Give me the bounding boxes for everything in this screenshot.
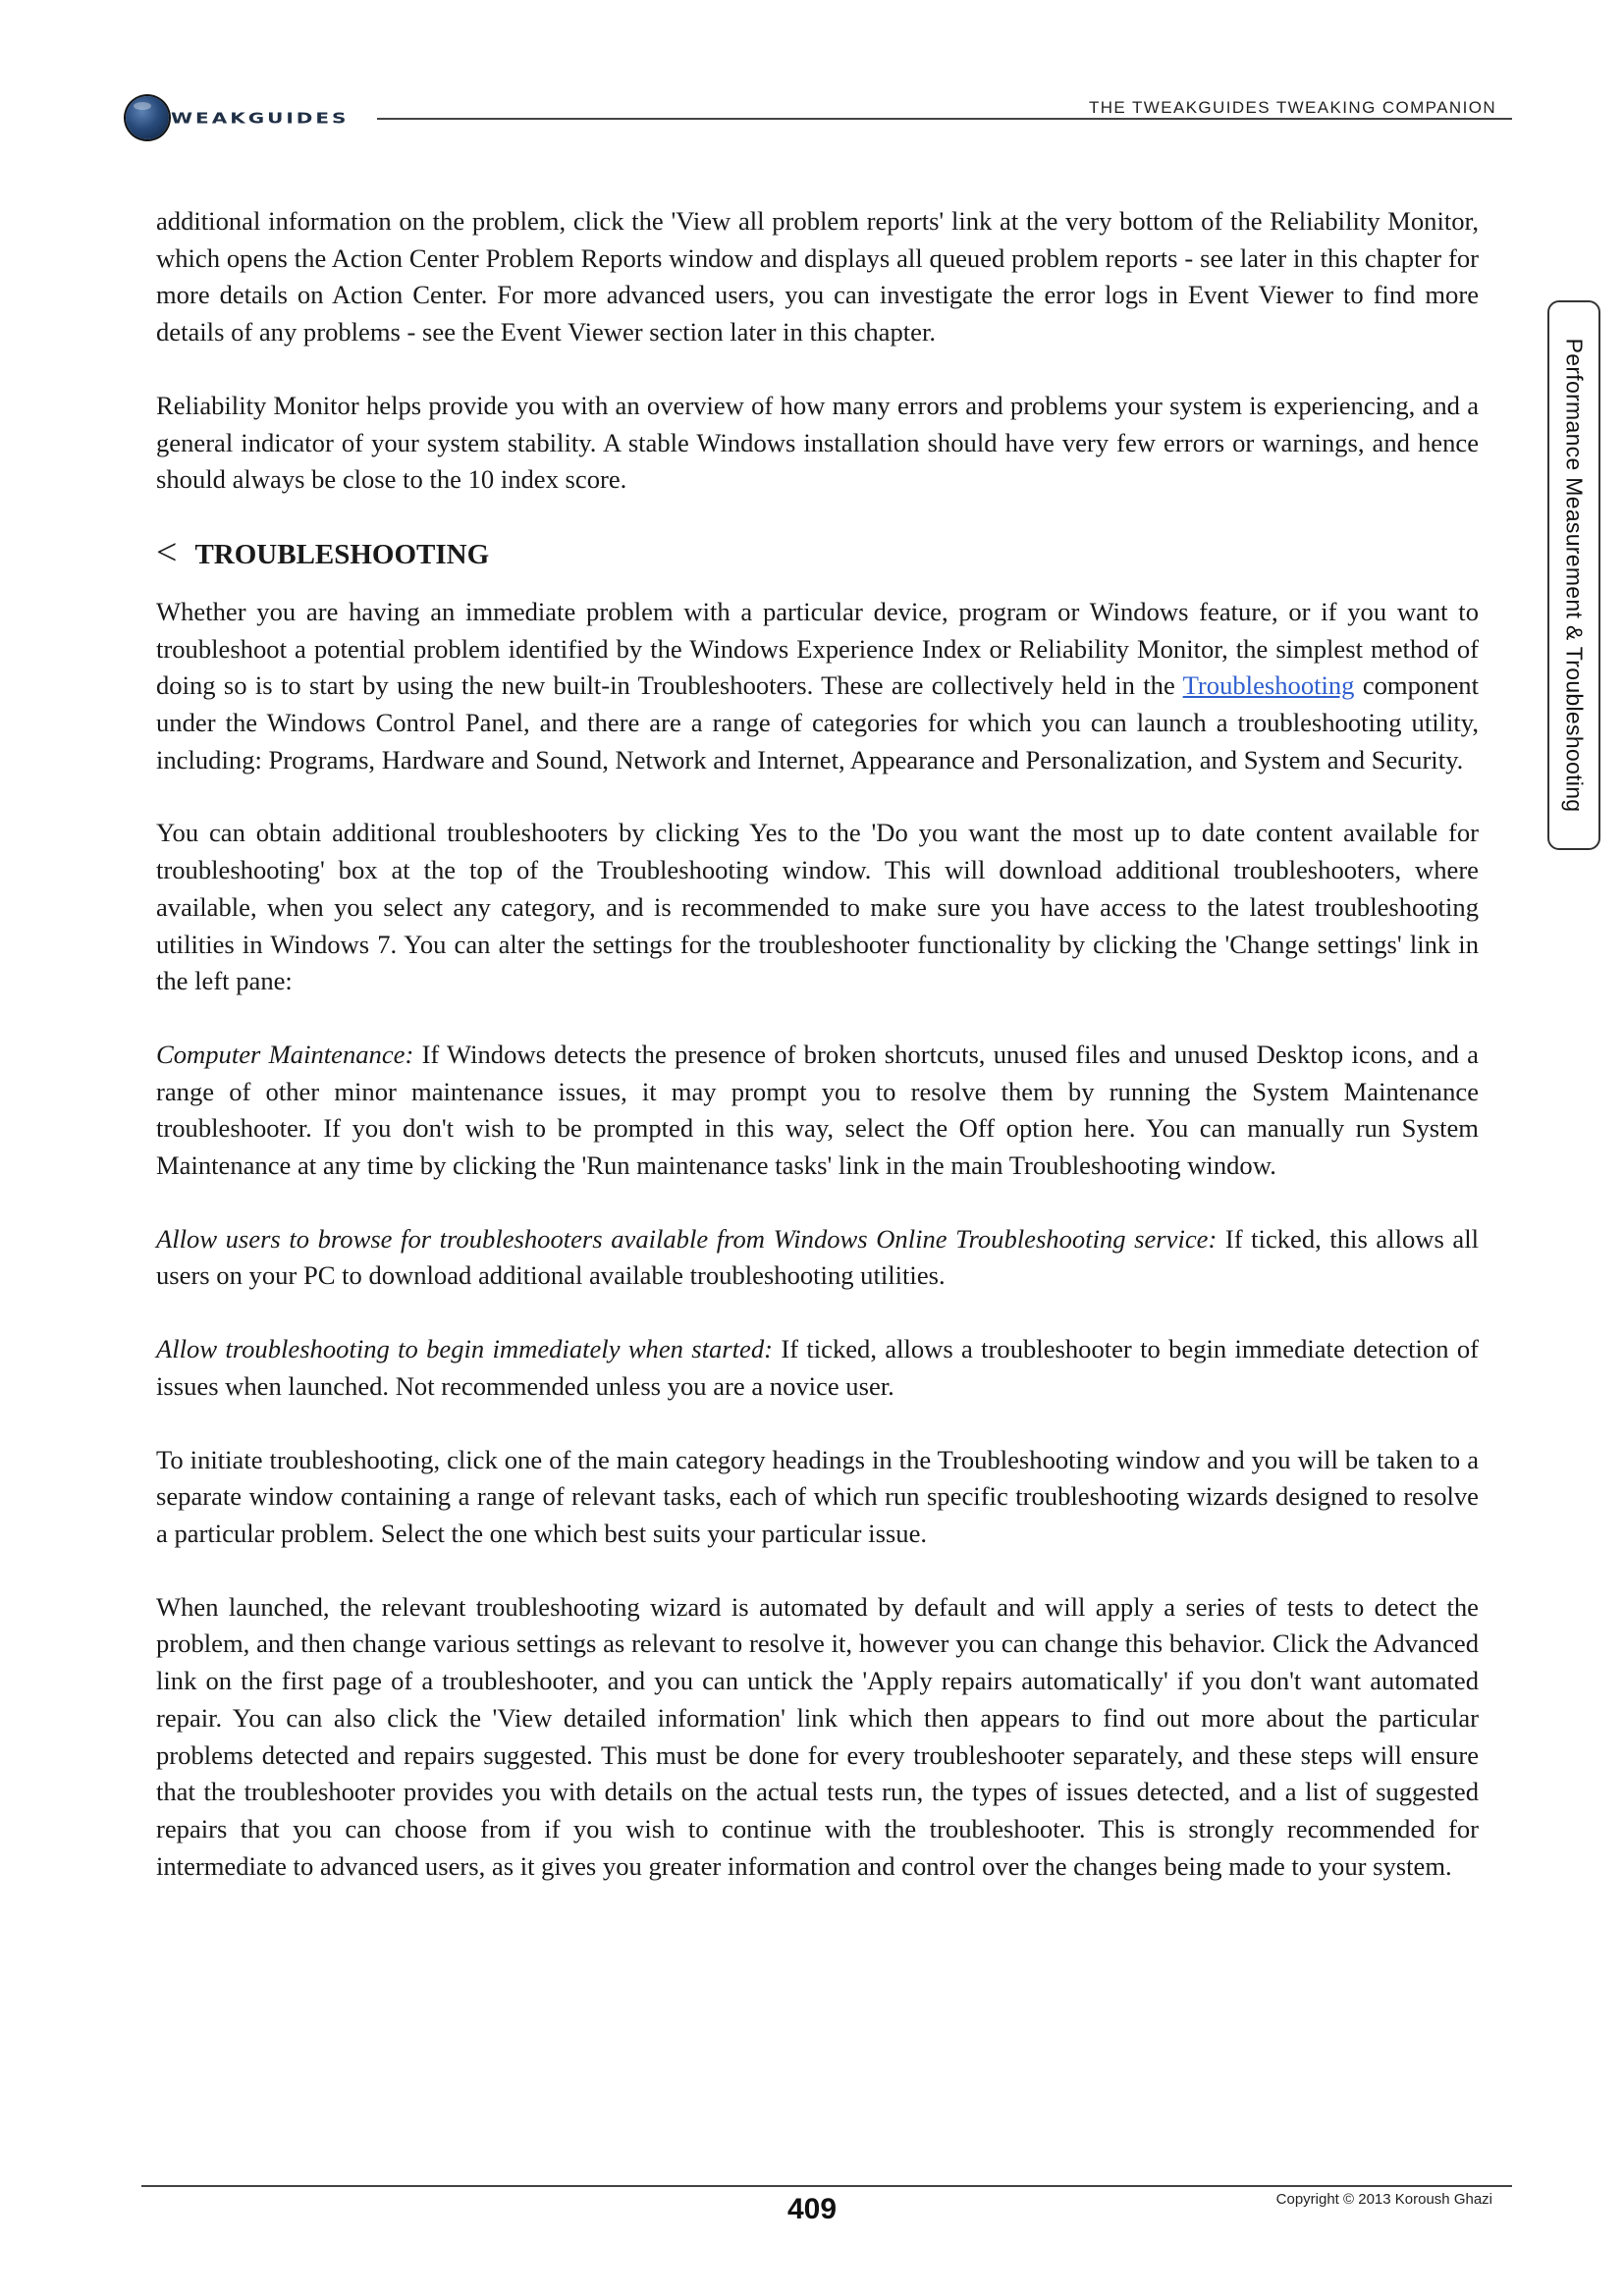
paragraph: To initiate troubleshooting, click one of the main category headings in the Troubleshooting window and you will be taken to a separate window containing a range of relevant tasks, each of which run specific troubleshooting wizards designed to resolve a particular problem. Select the one which best suits your particular issue.	[156, 1444, 1479, 1548]
setting-text: If ticked, allows a troubleshooter to begin immediate detection of issues when launched. Not recommended unless you are a novice user.	[156, 1334, 1480, 1401]
setting-text: If ticked, this allows all users on your PC to download additional available troubleshooting utilities.	[156, 1223, 1479, 1291]
setting-term: Computer Maintenance:	[156, 1039, 414, 1069]
paragraph-text: component under the Windows Control Panel, and there are a range of categories for which you can launch a troubleshooting utility, including: Programs, Hardware and Sound, Network and Internet, Appearance and Personalization, and System and Security.	[156, 670, 1479, 774]
setting-description	[156, 1221, 1479, 1295]
setting-text: If Windows detects the presence of broken shortcuts, unused files and unused Desktop icons, and a range of other minor maintenance issues, it may prompt you to resolve them by running the System Maintenance troubleshooter. If you don't wish to be prompted in this way, select the Off option here. You can manually run System Maintenance at any time by clicking the 'Run maintenance tasks' link in the main Troubleshooting window.	[156, 1039, 1479, 1181]
paragraph: Reliability Monitor helps provide you with an overview of how many errors and problems your system is experiencing, and a general indicator of your system stability. A stable Windows installation should have very few errors or warnings, and hence should always be close to the 10 index score.	[156, 390, 1479, 495]
footer-divider	[141, 2185, 1512, 2187]
troubleshooting-link[interactable]: Troubleshooting	[1182, 670, 1355, 701]
header-title: THE TWEAKGUIDES TWEAKING COMPANION	[1088, 98, 1496, 117]
section-title: TROUBLESHOOTING	[194, 538, 490, 570]
logo-globe-icon	[126, 96, 169, 139]
setting-term: Allow users to browse for troubleshooters available from Windows Online Troubleshooting service:	[156, 1223, 1218, 1254]
chapter-side-tab	[1547, 300, 1600, 850]
setting-term: Allow troubleshooting to begin immediately when started:	[156, 1334, 774, 1364]
page-header	[0, 0, 1624, 157]
logo-wordmark: WEAKGUIDES	[171, 109, 350, 127]
copyright-notice: Copyright © 2013 Koroush Ghazi	[1275, 2191, 1492, 2208]
setting-description	[156, 1331, 1479, 1405]
setting-description	[156, 1037, 1479, 1185]
paragraph: additional information on the problem, click the 'View all problem reports' link at the very bottom of the Reliability Monitor, which opens the Action Center Problem Reports window and displays all queued problem reports - see later in this chapter for more details on Action Center. For more advanced users, you can investigate the error logs in Event Viewer to find more details of any problems - see the Event Viewer section later in this chapter.	[156, 206, 1479, 347]
paragraph	[156, 594, 1479, 779]
tweakguides-logo	[126, 94, 349, 141]
page-number: 409	[786, 2193, 838, 2225]
paragraph: You can obtain additional troubleshooters by clicking Yes to the 'Do you want the most up to date content available for troubleshooting' box at the top of the Troubleshooting window. This will download additional troubleshooters, where available, when you select any category, and is recommended to make sure you have access to the latest troubleshooting utilities in Windows 7. You can alter the settings for the troubleshooter functionality by clicking the 'Change settings' link in the left pane:	[156, 818, 1479, 996]
section-heading	[156, 531, 1479, 574]
paragraph: When launched, the relevant troubleshooting wizard is automated by default and will apply a series of tests to detect the problem, and then change various settings as relevant to resolve it, however you can change this behavior. Click the Advanced link on the first page of a troubleshooter, and you can untick the 'Apply repairs automatically' if you don't want automated repair. You can also click the 'View detailed information' link which then appears to find out more about the particular problems detected and repairs suggested. This must be done for every troubleshooter separately, and these steps will ensure that the troubleshooter provides you with details on the actual tests run, the types of issues detected, and a list of suggested repairs that you can choose from if you wish to continue with the troubleshooter. This is strongly recommended for intermediate to advanced users, as it gives you greater information and control over the changes being made to your system.	[156, 1591, 1479, 1881]
paragraph-text: Whether you are having an immediate problem with a particular device, program or Windows feature, or if you want to troubleshoot a potential problem identified by the Windows Experience Index or Reliability Monitor, the simplest method of doing so is to start by using the new built-in Troubleshooters. These are collectively held in the	[156, 596, 1479, 701]
section-arrow-icon: <	[156, 531, 178, 573]
chapter-side-tab-label: Performance Measurement & Troubleshooting	[1561, 338, 1588, 813]
page-body	[156, 203, 1479, 1921]
header-divider	[377, 118, 1512, 120]
